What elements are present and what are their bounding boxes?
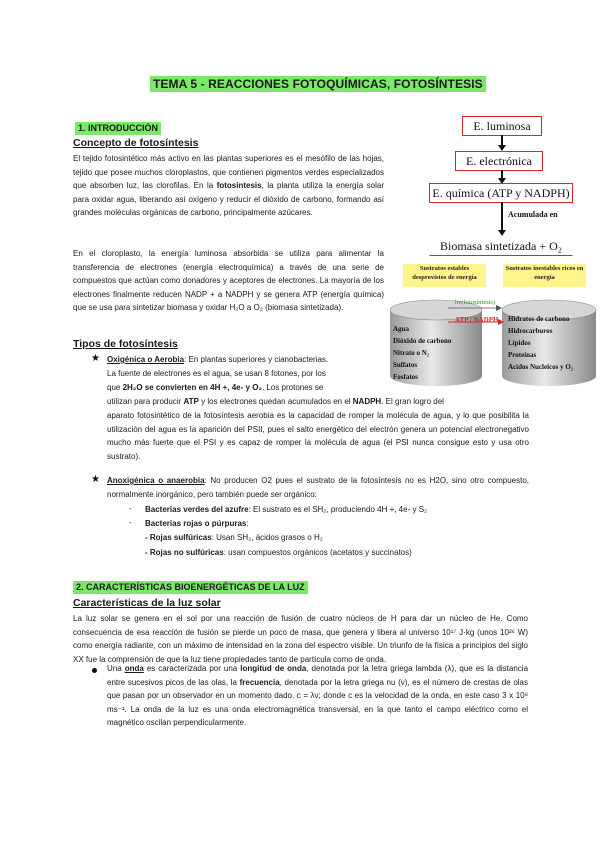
list-item: Acidos Nucleicos y O₂ xyxy=(508,363,573,371)
dash-bullet: - xyxy=(129,518,132,527)
unstable-substrates-label: Sustratos inestables ricos en energía xyxy=(503,264,586,287)
types-heading: Tipos de fotosíntesis xyxy=(73,338,178,350)
list-item: Nitrato o N₂ xyxy=(393,349,429,357)
list-item: Sulfatos xyxy=(393,361,418,369)
oxygenic-line-2: La fuente de electrones es el agua, se usan 8 fotones, por los xyxy=(107,369,326,378)
concept-heading: Concepto de fotosíntesis xyxy=(73,137,199,149)
stable-substrate-list xyxy=(393,323,451,383)
atp-nadph-label: ATP / NADPH xyxy=(455,316,499,324)
box-biomass: Biomasa sintetizada + O₂ xyxy=(429,236,573,256)
wave-paragraph: Una onda es caracterizada por una longitud de onda, denotada por la letra griega lambda (λ), que es la distancia entre sucesivos picos de las olas, la frecuencia, denotada por la letra griega nu (ν), es el número de crestas de olas que pasan por un observador en un momento dado. c = λν; donde c es la velocidad de la onda, en este caso 3 x 10⁸ ms⁻¹. La onda de la luz es una onda electromagnética transversal, en la que tanto el campo eléctrico como el magnético oscilan perpendicularmente. xyxy=(107,664,529,728)
list-item: Proteínas xyxy=(508,351,537,359)
arrow-right-icon xyxy=(496,305,502,311)
section-2-heading: 2. CARACTERÍSTICAS BIOENERGÉTICAS DE LA LUZ xyxy=(73,581,308,594)
star-bullet-icon: ★ xyxy=(91,474,100,485)
list-item: Lípidos xyxy=(508,339,531,347)
section-1-heading: 1. INTRODUCCIÓN xyxy=(75,122,161,135)
sunlight-paragraph: La luz solar se genera en el sol por una reacción de fusión de cuatro núcleos de H para dar un núcleo de He. Como consecuencia de esa reacción de fusión se pierde un poco de masa, que genera y libera al universo 10¹⁷ J·kg (unos 10²⁶ W) como energía radiante, con un máximo de intensidad en la zona del espectro visible. Un triunfo de la física a principios del siglo XX fue la comprensión de que la luz tiene propiedades tanto de partícula como de onda. xyxy=(73,614,528,664)
sunlight-heading: Características de la luz solar xyxy=(73,597,221,609)
box-light-energy: E. luminosa xyxy=(462,116,542,136)
red-nonsulfur-line: - Rojas no sulfúricas: usan compuestos orgánicos (acetatos y succinatos) xyxy=(145,548,412,557)
oxygenic-line-1: Oxigénica o Aerobia: En plantas superiores y cianobacterias. xyxy=(107,355,329,364)
red-bacteria-line: Bacterias rojas o púrpuras: xyxy=(145,519,249,528)
star-bullet-icon: ★ xyxy=(91,353,100,364)
hv-label: hν(fotosíntesis) xyxy=(455,299,496,306)
red-sulfur-line: - Rojas sulfúricas: Usan SH₂, ácidos grasos o H₂ xyxy=(145,533,323,542)
round-bullet-icon xyxy=(92,668,97,673)
list-item: Hidrocarburos xyxy=(508,327,553,335)
anoxygenic-paragraph: Anoxigénica o anaerobia: No producen O2 pues el sustrato de la fotosíntesis no es H2O, sino otro compuesto, normalmente inorgánico, pero también puede ser orgánico: xyxy=(107,476,529,499)
stable-substrates-label: Sustratos estables desprovistos de energía xyxy=(403,264,486,287)
unstable-substrate-list xyxy=(508,313,573,373)
page-title: TEMA 5 - REACCIONES FOTOQUÍMICAS, FOTOSÍNTESIS xyxy=(150,76,486,92)
accumulated-label: Acumulada en xyxy=(508,210,558,219)
box-chemical-energy: E. química (ATP y NADPH) xyxy=(429,183,573,203)
list-item: Hidratos de carbono xyxy=(508,315,570,323)
oxygenic-line-3: que 2H₂O se convierten en 4H +, 4e- y O₂. Los protones se xyxy=(107,383,324,392)
oxygenic-paragraph: aparato fotosintético de la fotosíntesis aerobia es la capacidad de romper la molécula de agua, y lo que posibilita la utilización del agua es la aparición del PSII, pues el salto energético del electrón genera un potencial electronegativo mucho más fuerte que el PSI y es capaz de romper la molécula de agua (el PSI nunca consigue esto y usa otro sustrato). xyxy=(107,411,529,461)
list-item: Fosfatos xyxy=(393,373,418,381)
concept-paragraph-1: El tejido fotosintético más activo en las plantas superiores es el mesófilo de las hojas, tejido que posee muchos cloroplastos, que contienen pigmentos verdes especializados que absorben luz, las clorofilas. En la fotosíntesis, la planta utiliza la energía solar para oxidar agua, liberando así oxígeno y reducir el dióxido de carbono, formando así grandes moléculas orgánicas de carbono, principalmente azúcares. xyxy=(73,154,384,218)
arrow-line xyxy=(501,202,503,232)
dash-bullet: - xyxy=(129,504,132,513)
box-electronic-energy: E. electrónica xyxy=(455,151,543,171)
oxygenic-line-4: utilizan para producir ATP y los electrones quedan acumulados en el NADPH. El gran logro del xyxy=(107,397,444,406)
list-item: Agua xyxy=(393,325,409,333)
green-bacteria-line: Bacterias verdes del azufre: El sustrato es el SH₂, produciendo 4H +, 4e- y S₂ xyxy=(145,505,428,514)
list-item: Dióxido de carbono xyxy=(393,337,452,345)
concept-paragraph-2: En el cloroplasto, la energía luminosa absorbida se utiliza para alimentar la transferencia de electrones (energía electroquímica) a través de una serie de compuestos que actúan como donadores y aceptores de electrones. La mayoría de los electrones finalmente reducen NADP + a NADPH y se genera ATP (energía química) que se usa para sintetizar biomasa y oxidar H₂O a O₂ (biomasa sintetizada). xyxy=(73,249,384,313)
